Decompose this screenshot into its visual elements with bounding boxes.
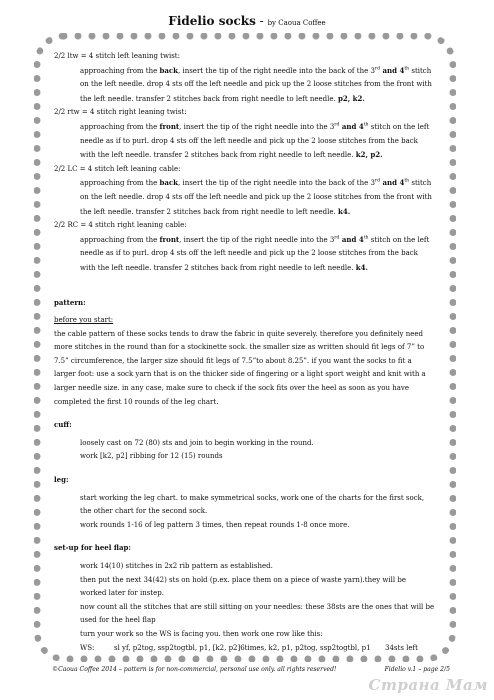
abbrev-description: approaching from the front, insert the tip of the right needle into the 3rd and 4th stitch on the left needle as if to purl. drop 4 sts off the left needle and pick up the 2 loose stitches from the back with the left needle. transfer 2 stitches back from right needle to left needle. k2, p2. [80, 121, 430, 160]
ws-stitch-count: 34sts left [385, 643, 418, 652]
pattern-title: Fidelio socks [168, 14, 256, 28]
ws-row [54, 642, 449, 656]
section-heading-pattern: pattern: [54, 297, 86, 307]
abbrev-block-ltw [54, 50, 449, 106]
ws-label: WS: [80, 643, 95, 652]
abbrev-description: approaching from the back, insert the tip of the right needle into the back of the 3rd and 4th stitch on the left needle. drop 4 sts off the left needle and pick up the 2 loose stitches from the front with the left needle. transfer 2 stitches back from right needle to left needle. p2, k2. [80, 65, 432, 103]
abbrev-block-rc [54, 219, 449, 275]
section-heading-heel: set-up for heel flap: [54, 543, 131, 553]
page-number: Fidelio v.1 – page 2/5 [384, 666, 450, 673]
leg-line: the other chart for the second sock. [80, 507, 208, 516]
before-you-start-label: before you start: [54, 316, 114, 325]
pattern-line: larger foot: use a sock yarn that is on the thicker side of fingering or a light sport weight and knit with a [54, 370, 426, 379]
abbrev-term: 2/2 ltw = 4 stitch left leaning twist: [54, 52, 180, 60]
leg-section [54, 473, 449, 532]
cuff-line: work [k2, p2] ribbing for 12 (15) rounds [80, 452, 223, 461]
byline: by Caoua Coffee [267, 19, 326, 27]
heel-line: now count all the stitches that are still sitting on your needles: these 38sts are the ones that will be [80, 602, 435, 611]
pattern-line: completed the first 10 rounds of the leg chart. [54, 397, 219, 406]
leg-line: work rounds 1-16 of leg pattern 3 times, then repeat rounds 1-8 once more. [80, 520, 350, 529]
section-heading-cuff: cuff: [54, 420, 72, 430]
pattern-line: more stitches in the round than for a stockinette sock. the smaller size as written should fit legs of 7” to [54, 343, 425, 352]
abbrev-description: approaching from the back, insert the tip of the right needle into the back of the 3rd and 4th stitch on the left needle. drop 4 sts off the left needle and pick up the 2 loose stitches from the front with the left needle. transfer 2 stitches back from right needle to left needle. k4. [80, 178, 432, 216]
page-title [0, 14, 494, 30]
abbrev-block-rtw [54, 106, 449, 162]
cuff-line: loosely cast on 72 (80) sts and join to begin working in the round. [80, 438, 314, 447]
abbrev-term: 2/2 LC = 4 stitch left leaning cable: [54, 164, 181, 173]
site-watermark: Страна Мам [368, 676, 488, 694]
pattern-line: 7.5” circumference, the larger size should fit legs of 7.5”to about 8.25”. if you want the socks to fit a [54, 356, 412, 365]
heel-section [54, 541, 449, 655]
heel-line: used for the heel flap [80, 616, 156, 625]
heel-line: turn your work so the WS is facing you. then work one row like this: [80, 629, 323, 638]
heel-line: worked later for instep. [80, 589, 164, 598]
abbrev-block-lc [54, 163, 449, 219]
pattern-line: the cable pattern of these socks tends to draw the fabric in quite severely. therefore you definitely need [54, 329, 423, 338]
pattern-section [54, 296, 449, 410]
cuff-section [54, 418, 449, 464]
heel-line: then put the next 34(42) sts on hold (p.ex. place them on a piece of waste yarn).they will be [80, 575, 406, 584]
abbrev-description: approaching from the front, insert the tip of the right needle into the 3rd and 4th stitch on the left needle as if to purl. drop 4 sts off the left needle and pick up the 2 loose stitches from the back with the left needle. transfer 2 stitches back from right needle to left needle. k4. [80, 234, 430, 272]
page-content [54, 50, 449, 655]
leg-line: start working the leg chart. to make symmetrical socks, work one of the charts for the first sock, [80, 493, 425, 502]
pattern-line: larger needle size. in any case, make sure to check if the sock fits over the heel as soon as you have [54, 384, 409, 393]
section-heading-leg: leg: [54, 475, 69, 485]
abbrev-term: 2/2 rtw = 4 stitch right leaning twist: [54, 108, 187, 117]
abbrev-term: 2/2 RC = 4 stitch right leaning cable: [54, 221, 187, 230]
copyright-notice: ©Caoua Coffee 2014 – pattern is for non-commercial, personal use only. all rights reserved! [52, 666, 337, 673]
heel-line: work 14(10) stitches in 2x2 rib pattern as established. [80, 562, 273, 570]
ws-sequence: sl yf, p2tog, ssp2togtbl, p1, [k2, p2]6times, k2, p1, p2tog, ssp2togtbl, p1 [114, 643, 371, 652]
title-separator: - [259, 14, 264, 28]
page-footer [52, 666, 450, 674]
